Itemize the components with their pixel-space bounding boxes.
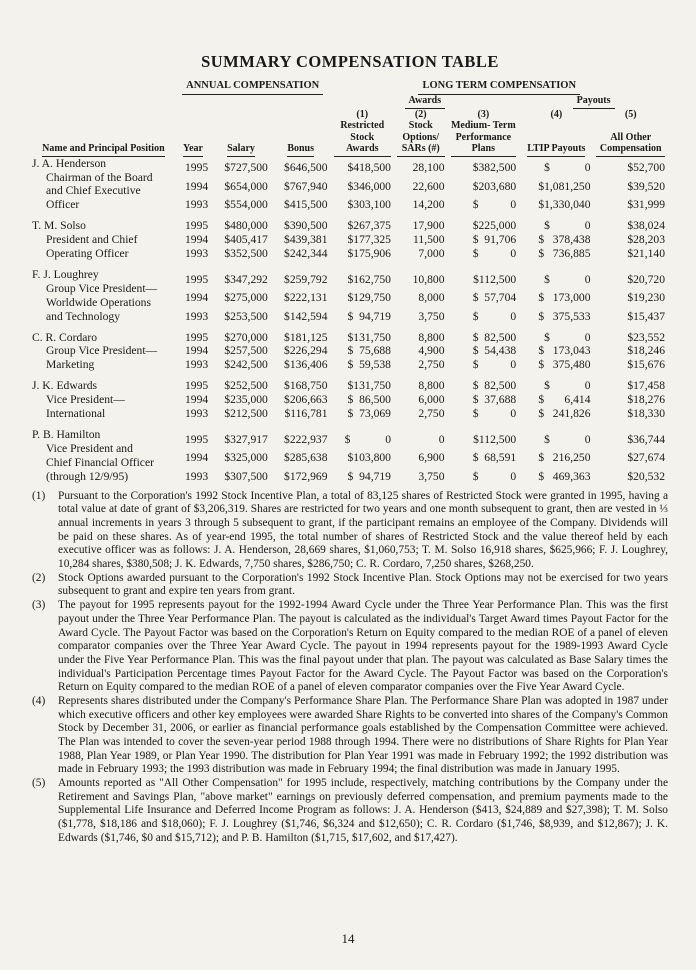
cell-mtpp: $ 0 (472, 469, 517, 483)
footnote-text: Pursuant to the Corporation's 1992 Stock Incentive Plan, a total of 83,125 shares of Restricted Stock were granted in 1995, having a total value at date of grant of $3,206,319. Shares are restricted for two years and one month subsequent to grant, then are vested in ⅓ annual increments in years 3 through 5 subsequent to grant, if the participant remains an employee of the Company. Dividends will be paid on these shares. As of year-end 1995, the total number of shares of Restricted Stock and the value thereof held by each executive officer was as follows: J. A. Henderson, 28,669 shares, $1,060,753; T. M. Solso 16,918 shares, $625,966; F. J. Loughrey, 10,284 shares, $380,508; J. K. Edwards, 7,750 shares, $286,750; C. R. Cordaro, 7,250 shares, $268,250. (58, 489, 668, 571)
cell-bonus: $142,594 (284, 309, 328, 323)
cell-salary: $307,500 (224, 469, 268, 483)
cell-year: 1993 (184, 469, 209, 483)
cell-restricted: $162,750 (347, 272, 391, 286)
cell-bonus: $181,125 (284, 330, 328, 344)
cell-salary: $212,500 (224, 407, 268, 421)
cell-restricted: $303,100 (347, 198, 391, 212)
cell-restricted: $ 75,688 (347, 344, 391, 358)
cell-salary: $257,500 (224, 344, 268, 358)
executive-name: J. A. Henderson (32, 156, 107, 170)
cell-salary: $327,917 (224, 432, 268, 446)
cell-year: 1994 (184, 179, 209, 193)
cell-other: $52,700 (627, 161, 665, 175)
cell-mtpp: $382,500 (472, 161, 517, 175)
cell-salary: $242,500 (224, 358, 268, 372)
executive-position-line: Worldwide Operations (46, 295, 151, 309)
cell-ltip: $ 0 (544, 272, 591, 286)
cell-options: 2,750 (418, 407, 445, 421)
cell-ltip: $ 173,000 (538, 291, 591, 305)
column-header-restricted-stock: Restricted Stock Awards (331, 120, 394, 157)
executive-name-position (32, 219, 175, 261)
cell-options: 7,000 (418, 247, 445, 261)
column-header-stock-options: Stock Options/ SARs (#) (394, 120, 448, 157)
footnote-text: Stock Options awarded pursuant to the Corporation's 1992 Stock Incentive Plan. Stock Options may not be exercised for two years subsequent to grant and expire ten years from grant. (58, 571, 668, 598)
cell-options: 17,900 (412, 219, 445, 233)
cell-bonus: $767,940 (284, 179, 328, 193)
cell-ltip: $1,330,040 (538, 198, 591, 212)
footnote-text: The payout for 1995 represents payout for the 1992-1994 Award Cycle under the Three Year Performance Plan. This was the first payout under the Three Year Performance Plan. The payout is calculated as the individual's Target Award times Payout Factor for the Award Cycle. The Payout Factor was based on the Corporation's Return on Equity compared to the median ROE of a panel of eleven comparator companies over the Three Year Award Cycle. The payout in 1994 represents payout for the 1989-1993 Award Cycle under the Five Year Performance Plan. This was the final payout under that plan. The payout was calculated as Base Salary times the individual's Participation Percentage times Payout Factor for the Award Cycle. The Payout Factor was based on the Corporation's Return on Equity compared to the median ROE of a panel of eleven comparator companies over the Five Year Award Cycle. (58, 599, 668, 694)
cell-bonus: $285,638 (284, 451, 328, 465)
cell-other: $21,140 (627, 247, 665, 261)
cell-options: 10,800 (412, 272, 445, 286)
cell-bonus: $206,663 (284, 393, 328, 407)
cell-other: $18,276 (627, 393, 665, 407)
cell-year: 1995 (184, 379, 209, 393)
footnote-number: (4) (32, 694, 46, 707)
cell-year: 1993 (184, 198, 209, 212)
cell-bonus: $222,937 (284, 432, 328, 446)
cell-salary: $654,000 (224, 179, 268, 193)
cell-other: $23,552 (627, 330, 665, 344)
column-header-bonus: Bonus (271, 120, 331, 157)
executive-position-line: Group Vice President— (46, 281, 158, 295)
executive-name-position (32, 331, 175, 373)
cell-ltip: $ 0 (544, 432, 591, 446)
cell-options: 8,000 (418, 291, 445, 305)
cell-restricted: $418,500 (347, 161, 391, 175)
executive-position-line: Marketing (46, 358, 95, 372)
cell-year: 1994 (184, 291, 209, 305)
table-row (32, 268, 668, 287)
cell-options: 3,750 (418, 469, 445, 483)
cell-bonus: $168,750 (284, 379, 328, 393)
cell-options: 14,200 (412, 198, 445, 212)
cell-bonus: $116,781 (284, 407, 328, 421)
cell-other: $39,520 (627, 179, 665, 193)
executive-position-line: Officer (46, 198, 80, 212)
footnote (32, 695, 668, 777)
cell-mtpp: $ 82,500 (472, 379, 517, 393)
cell-ltip: $ 375,533 (538, 309, 591, 323)
cell-year: 1994 (184, 344, 209, 358)
cell-restricted: $ 94,719 (347, 309, 391, 323)
footnote-number: (3) (32, 599, 46, 612)
executive-position-line: Operating Officer (46, 247, 129, 261)
footnote-number: (1) (32, 489, 46, 502)
footnote (32, 572, 668, 599)
cell-salary: $252,500 (224, 379, 268, 393)
cell-options: 22,600 (412, 179, 445, 193)
cell-year: 1993 (184, 407, 209, 421)
executive-name-position (32, 379, 175, 421)
cell-salary: $270,000 (224, 330, 268, 344)
cell-mtpp: $112,500 (473, 272, 517, 286)
footnote-text: Represents shares distributed under the Company's Performance Share Plan. The Performance Share Plan was adopted in 1987 under which executive officers and other key employees were awarded Share Rights to be converted into shares of the Company's Common Stock by December 31, 2006, or earlier as financial performance goals established by the Compensation Committee were achieved. The Plan was intended to cover the seven-year period 1988 through 1994. There were no distributions of Share Rights for Plan Year 1988, Plan Year 1989, or Plan Year 1990. The distribution for Plan Year 1991 was made in February 1992; the 1992 distribution was made in February 1993; the 1993 distribution was made in February 1994; the final distribution was made in January 1995. (58, 694, 668, 776)
footnote (32, 490, 668, 572)
cell-bonus: $439,381 (284, 233, 328, 247)
cell-mtpp: $ 68,591 (472, 451, 517, 465)
cell-salary: $352,500 (224, 247, 268, 261)
cell-restricted: $177,325 (347, 233, 391, 247)
col-number-5: (5) (624, 108, 637, 120)
payouts-header: Payouts (519, 95, 668, 109)
table-row (32, 219, 668, 233)
executive-position-line: Group Vice President— (46, 344, 158, 358)
cell-year: 1994 (184, 393, 209, 407)
column-header-salary: Salary (211, 120, 271, 157)
row-spacer (32, 324, 668, 331)
cell-salary: $727,500 (224, 161, 268, 175)
cell-restricted: $129,750 (347, 291, 391, 305)
executive-position-line: International (46, 407, 106, 421)
cell-restricted: $ 59,538 (347, 358, 391, 372)
cell-ltip: $1,081,250 (538, 179, 591, 193)
annual-compensation-header: ANNUAL COMPENSATION (175, 80, 331, 95)
cell-mtpp: $112,500 (473, 432, 517, 446)
cell-mtpp: $ 0 (472, 407, 517, 421)
footnote (32, 777, 668, 845)
cell-salary: $347,292 (224, 272, 268, 286)
cell-ltip: $ 241,826 (538, 407, 591, 421)
cell-ltip: $ 736,885 (538, 247, 591, 261)
footnote-text: Amounts reported as "All Other Compensation" for 1995 include, respectively, matching contributions by the Company under the Retirement and Savings Plan, "above market" earnings on previously deferred compensation, and premium payments made to the Supplemental Life Insurance and Deferred Income Program as follows: J. A. Henderson ($413, $24,889 and $27,398); T. M. Solso ($1,778, $18,186 and $18,060); F. J. Loughrey ($1,746, $6,324 and $12,650); C. R. Cordaro ($1,746, $8,939, and $12,867); J. K. Edwards ($1,746, $0 and $15,712); and P. B. Hamilton ($1,715, $17,602, and $17,427). (58, 777, 668, 844)
table-row (32, 331, 668, 345)
cell-mtpp: $225,000 (472, 219, 517, 233)
column-header-name: Name and Principal Position (32, 120, 175, 157)
page-title: SUMMARY COMPENSATION TABLE (201, 52, 499, 71)
cell-restricted: $ 73,069 (347, 407, 391, 421)
cell-year: 1993 (184, 309, 209, 323)
cell-ltip: $ 0 (544, 379, 591, 393)
executive-name-position (32, 157, 175, 213)
table-row (32, 428, 668, 447)
row-spacer (32, 261, 668, 268)
executive-name-position (32, 268, 175, 324)
cell-other: $27,674 (627, 451, 665, 465)
cell-other: $18,246 (627, 344, 665, 358)
col-number-3: (3) (477, 108, 490, 120)
cell-other: $20,532 (627, 469, 665, 483)
cell-options: 2,750 (418, 358, 445, 372)
long-term-compensation-header: LONG TERM COMPENSATION (331, 80, 668, 95)
cell-restricted: $ 86,500 (347, 393, 391, 407)
column-header-ltip-payouts: LTIP Payouts (519, 120, 593, 157)
cell-ltip: $ 0 (544, 161, 591, 175)
cell-bonus: $390,500 (284, 219, 328, 233)
cell-ltip: $ 0 (544, 330, 591, 344)
col-number-1: (1) (356, 108, 369, 120)
cell-other: $20,720 (627, 272, 665, 286)
cell-year: 1995 (184, 219, 209, 233)
cell-mtpp: $203,680 (472, 179, 517, 193)
cell-other: $19,230 (627, 291, 665, 305)
executive-name-position (32, 428, 175, 484)
executive-name: J. K. Edwards (32, 379, 98, 393)
cell-restricted: $131,750 (347, 379, 391, 393)
cell-year: 1994 (184, 233, 209, 247)
cell-restricted: $131,750 (347, 330, 391, 344)
cell-salary: $253,500 (224, 309, 268, 323)
cell-bonus: $259,792 (284, 272, 328, 286)
cell-options: 0 (438, 432, 445, 446)
cell-other: $15,676 (627, 358, 665, 372)
column-header-year: Year (175, 120, 211, 157)
footnote-number: (5) (32, 777, 46, 790)
executive-position-line: Vice President— (46, 393, 125, 407)
cell-other: $36,744 (627, 432, 665, 446)
cell-bonus: $136,406 (284, 358, 328, 372)
cell-mtpp: $ 91,706 (472, 233, 517, 247)
summary-compensation-table (32, 80, 668, 484)
cell-other: $28,203 (627, 233, 665, 247)
footnote-number: (2) (32, 571, 46, 584)
cell-restricted: $267,375 (347, 219, 391, 233)
cell-year: 1995 (184, 272, 209, 286)
executive-position-line: and Chief Executive (46, 184, 141, 198)
cell-options: 8,800 (418, 330, 445, 344)
cell-mtpp: $ 0 (472, 358, 517, 372)
cell-mtpp: $ 0 (472, 198, 517, 212)
row-spacer (32, 372, 668, 379)
cell-ltip: $ 216,250 (538, 451, 591, 465)
executive-position-line: (through 12/9/95) (46, 469, 129, 483)
cell-mtpp: $ 0 (472, 309, 517, 323)
cell-options: 8,800 (418, 379, 445, 393)
cell-year: 1995 (184, 161, 209, 175)
cell-salary: $554,000 (224, 198, 268, 212)
cell-restricted: $346,000 (347, 179, 391, 193)
cell-mtpp: $ 54,438 (472, 344, 517, 358)
cell-ltip: $ 469,363 (538, 469, 591, 483)
cell-mtpp: $ 57,704 (472, 291, 517, 305)
cell-other: $38,024 (627, 219, 665, 233)
cell-restricted: $ 0 (344, 432, 391, 446)
cell-ltip: $ 378,438 (538, 233, 591, 247)
cell-other: $15,437 (627, 309, 665, 323)
cell-bonus: $242,344 (284, 247, 328, 261)
cell-ltip: $ 0 (544, 219, 591, 233)
column-header-all-other: All Other Compensation (593, 120, 668, 157)
cell-restricted: $175,906 (347, 247, 391, 261)
cell-other: $31,999 (627, 198, 665, 212)
cell-other: $17,458 (627, 379, 665, 393)
executive-name: P. B. Hamilton (32, 428, 101, 441)
cell-options: 4,900 (418, 344, 445, 358)
executive-name: C. R. Cordaro (32, 330, 98, 344)
row-spacer (32, 212, 668, 219)
cell-year: 1994 (184, 451, 209, 465)
cell-options: 3,750 (418, 309, 445, 323)
footnote (32, 599, 668, 695)
executive-position-line: Vice President and (46, 441, 133, 455)
executive-position-line: President and Chief (46, 233, 138, 247)
awards-header: Awards (331, 95, 520, 109)
page-number: 14 (341, 931, 355, 946)
cell-year: 1993 (184, 247, 209, 261)
column-header-medium-term-plans: Medium- Term Performance Plans (448, 120, 520, 157)
footnotes (32, 490, 668, 846)
table-row (32, 379, 668, 393)
cell-ltip: $ 173,043 (538, 344, 591, 358)
cell-bonus: $172,969 (284, 469, 328, 483)
cell-restricted: $103,800 (347, 451, 391, 465)
cell-options: 6,900 (418, 451, 445, 465)
cell-salary: $480,000 (224, 219, 268, 233)
executive-position-line: and Technology (46, 309, 120, 323)
cell-bonus: $226,294 (284, 344, 328, 358)
cell-mtpp: $ 82,500 (472, 330, 517, 344)
cell-ltip: $ 375,480 (538, 358, 591, 372)
cell-year: 1993 (184, 358, 209, 372)
cell-salary: $275,000 (224, 291, 268, 305)
cell-year: 1995 (184, 330, 209, 344)
table-row (32, 157, 668, 176)
cell-mtpp: $ 37,688 (472, 393, 517, 407)
col-number-2: (2) (414, 108, 427, 120)
executive-position-line: Chairman of the Board (46, 170, 153, 184)
cell-salary: $405,417 (224, 233, 268, 247)
cell-options: 6,000 (418, 393, 445, 407)
cell-year: 1995 (184, 432, 209, 446)
row-spacer (32, 421, 668, 428)
col-number-4: (4) (550, 108, 563, 120)
cell-salary: $235,000 (224, 393, 268, 407)
cell-salary: $325,000 (224, 451, 268, 465)
cell-bonus: $222,131 (284, 291, 328, 305)
cell-options: 11,500 (413, 233, 445, 247)
executive-position-line: Chief Financial Officer (46, 455, 154, 469)
executive-name: F. J. Loughrey (32, 267, 99, 281)
cell-ltip: $ 6,414 (538, 393, 591, 407)
cell-bonus: $415,500 (284, 198, 328, 212)
executive-rows (32, 157, 668, 484)
cell-options: 28,100 (412, 161, 445, 175)
cell-restricted: $ 94,719 (347, 469, 391, 483)
executive-name: T. M. Solso (32, 219, 86, 233)
cell-bonus: $646,500 (284, 161, 328, 175)
cell-mtpp: $ 0 (472, 247, 517, 261)
cell-other: $18,330 (627, 407, 665, 421)
